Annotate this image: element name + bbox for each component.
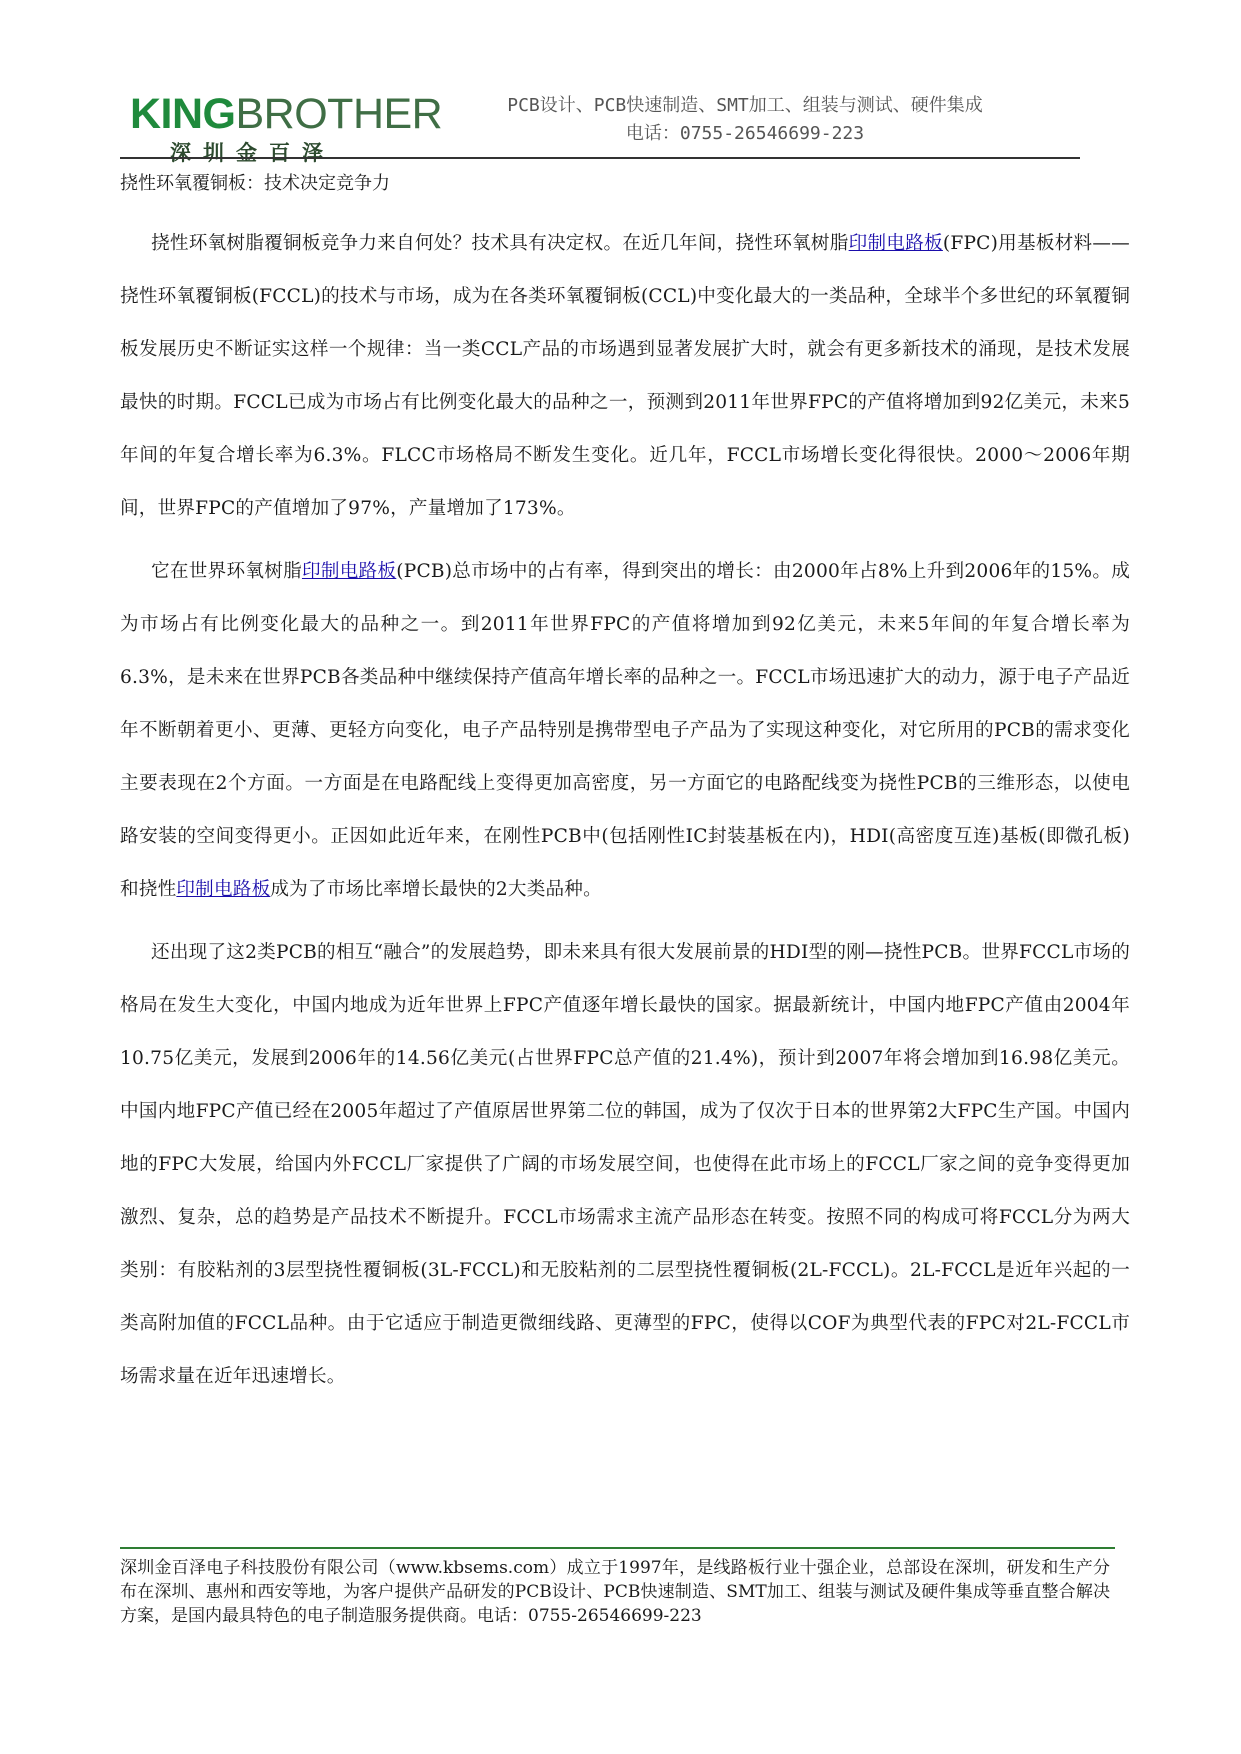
paragraph-2-text-b: (PCB)总市场中的占有率，得到突出的增长：由2000年占8%上升到2006年的15%。成为市场占有比例变化最大的品种之一。到2011年世界FPC的产值将增加到92亿美元，未来5年间的年复合增长率为6.3%，是未来在世界PCB各类品种中继续保持产值高年增长率的品种之一。FCCL市场迅速扩大的动力，源于电子产品近年不断朝着更小、更薄、更轻方向变化，电子产品特别是携带型电子产品为了实现这种变化，对它所用的PCB的需求变化主要表现在2个方面。一方面是在电路配线上变得更加高密度，另一方面它的电路配线变为挠性PCB的三维形态，以使电路安装的空间变得更小。正因如此近年来，在刚性PCB中(包括刚性IC封装基板在内)，HDI(高密度互连)基板(即微孔板)和挠性 bbox=[120, 561, 1131, 900]
page-header bbox=[120, 78, 1080, 165]
paragraph-3: 还出现了这2类PCB的相互“融合”的发展趋势，即未来具有很大发展前景的HDI型的刚—挠性PCB。世界FCCL市场的格局在发生大变化，中国内地成为近年世界上FPC产值逐年增长最快的国家。据最新统计，中国内地FPC产值由2004年10.75亿美元，发展到2006年的14.56亿美元(占世界FPC总产值的21.4%)，预计到2007年将会增加到16.98亿美元。中国内地FPC产值已经在2005年超过了产值原居世界第二位的韩国，成为了仅次于日本的世界第2大FPC生产国。中国内地的FPC大发展，给国内外FCCL厂家提供了广阔的市场发展空间，也使得在此市场上的FCCL厂家之间的竞争变得更加激烈、复杂，总的趋势是产品技术不断提升。FCCL市场需求主流产品形态在转变。按照不同的构成可将FCCL分为两大类别：有胶粘剂的3层型挠性覆铜板(3L-FCCL)和无胶粘剂的二层型挠性覆铜板(2L-FCCL)。2L-FCCL是近年兴起的一类高附加值的FCCL品种。由于它适应于制造更微细线路、更薄型的FPC，使得以COF为典型代表的FPC对2L-FCCL市场需求量在近年迅速增长。 bbox=[120, 942, 1130, 1387]
phone-line: 电话：0755-26546699-223 bbox=[625, 123, 865, 144]
article-body bbox=[120, 217, 1130, 1413]
article-title: 挠性环氧覆铜板：技术决定竞争力 bbox=[120, 173, 390, 194]
pcb-link[interactable]: 印制电路板 bbox=[176, 879, 271, 900]
paragraph-1-text-b: (FPC)用基板材料——挠性环氧覆铜板(FCCL)的技术与市场，成为在各类环氧覆铜板(CCL)中变化最大的一类品种，全球半个多世纪的环氧覆铜板发展历史不断证实这样一个规律：当一类CCL产品的市场遇到显著发展扩大时，就会有更多新技术的涌现，是技术发展最快的时期。FCCL已成为市场占有比例变化最大的品种之一，预测到2011年世界FPC的产值将增加到92亿美元，未来5年间的年复合增长率为6.3%。FLCC市场格局不断发生变化。近几年，FCCL市场增长变化得很快。2000～2006年期间，世界FPC的产值增加了97%，产量增加了173%。 bbox=[120, 233, 1130, 519]
services-line: PCB设计、PCB快速制造、SMT加工、组装与测试、硬件集成 bbox=[507, 95, 983, 116]
paragraph-2 bbox=[120, 545, 1130, 916]
pcb-link[interactable]: 印制电路板 bbox=[848, 233, 943, 254]
pcb-link[interactable]: 印制电路板 bbox=[301, 561, 397, 582]
company-logo bbox=[130, 90, 443, 167]
company-footer: 深圳金百泽电子科技股份有限公司（www.kbsems.com）成立于1997年，是线路板行业十强企业，总部设在深圳，研发和生产分布在深圳、惠州和西安等地，为客户提供产品研发的PCB设计、PCB快速制造、SMT加工、组装与测试及硬件集成等垂直整合解决方案，是国内最具特色的电子制造服务提供商。电话：0755-26546699-223 bbox=[120, 1558, 1110, 1626]
logo-wordmark bbox=[130, 90, 443, 138]
header-tagline bbox=[465, 92, 1025, 148]
logo-chinese-name: 深圳金百泽 bbox=[170, 141, 335, 165]
logo-brother: BROTHER bbox=[235, 90, 443, 138]
logo-king: KING bbox=[130, 90, 236, 138]
paragraph-1 bbox=[120, 217, 1130, 535]
paragraph-2-text-a: 它在世界环氧树脂 bbox=[151, 561, 302, 582]
paragraph-2-text-c: 成为了市场比率增长最快的2大类品种。 bbox=[270, 879, 602, 900]
header-divider bbox=[120, 157, 1080, 159]
paragraph-1-text-a: 挠性环氧树脂覆铜板竞争力来自何处？技术具有决定权。在近几年间，挠性环氧树脂 bbox=[151, 233, 849, 254]
footer-divider bbox=[120, 1547, 1115, 1549]
